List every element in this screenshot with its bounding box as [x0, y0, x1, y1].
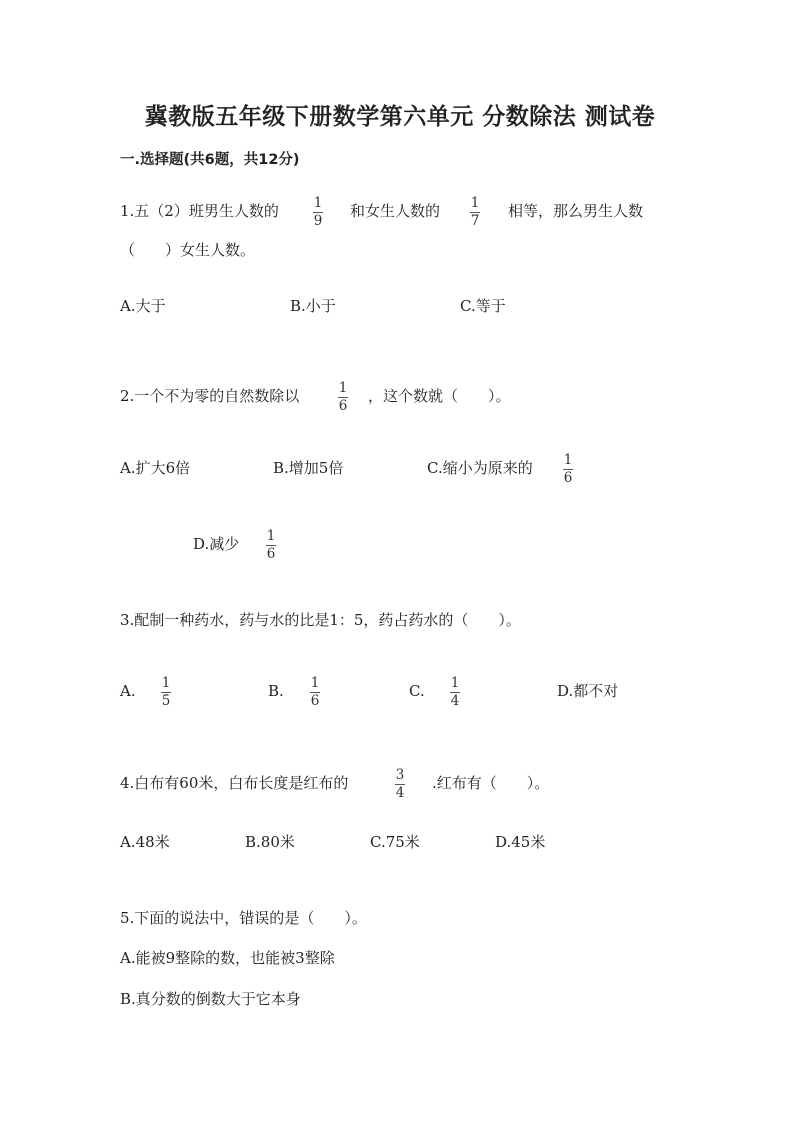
q2-fraction: [338, 381, 348, 414]
q3-option-c[interactable]: C.: [409, 682, 425, 700]
q4-option-d[interactable]: D.45米: [495, 833, 546, 851]
q4-option-c[interactable]: C.75米: [370, 833, 420, 851]
section-heading: 一.选择题(共6题，共12分): [120, 152, 300, 168]
q1-frac1-den: 9: [313, 213, 323, 229]
q4-option-b[interactable]: B.80米: [245, 833, 295, 851]
q3-optb-den: 6: [310, 693, 320, 709]
q2-option-d[interactable]: D.减少: [193, 535, 240, 553]
q2-optc-num: 1: [563, 452, 573, 468]
q4-fraction: [395, 768, 405, 801]
q1-text-a: 1.五（2）班男生人数的: [120, 202, 279, 220]
q2-optd-num: 1: [266, 528, 276, 544]
q2-frac-den: 6: [338, 398, 348, 414]
q2-frac-num: 1: [338, 380, 348, 396]
q2-option-b[interactable]: B.增加5倍: [273, 459, 344, 477]
q1-option-b[interactable]: B.小于: [290, 297, 336, 315]
q3-opta-den: 5: [161, 693, 171, 709]
q3-optb-num: 1: [310, 675, 320, 691]
q1-option-c[interactable]: C.等于: [460, 297, 506, 315]
q2-option-d-fraction: [266, 529, 276, 562]
q3-optc-num: 1: [450, 675, 460, 691]
q4-frac-den: 4: [395, 785, 405, 801]
q2-text-b: ，这个数就（ ）。: [368, 387, 511, 405]
q3-option-d[interactable]: D.都不对: [557, 682, 619, 700]
q5-text: 5.下面的说法中，错误的是（ ）。: [120, 909, 367, 927]
q1-frac2-den: 7: [470, 213, 480, 229]
q1-line-2: （ ）女生人数。: [120, 241, 256, 259]
q3-option-b[interactable]: B.: [268, 682, 284, 700]
q1-fraction-2: [470, 196, 480, 229]
q5-option-b[interactable]: B.真分数的倒数大于它本身: [120, 990, 301, 1008]
q3-text: 3.配制一种药水，药与水的比是1：5，药占药水的（ ）。: [120, 611, 521, 629]
q4-text-a: 4.白布有60米，白布长度是红布的: [120, 774, 349, 792]
q3-option-a[interactable]: A.: [120, 682, 136, 700]
q4-option-a[interactable]: A.48米: [120, 833, 170, 851]
q1-option-a[interactable]: A.大于: [120, 297, 166, 315]
q4-frac-num: 3: [395, 767, 405, 783]
q3-option-b-fraction: [310, 676, 320, 709]
q1-frac1-num: 1: [313, 195, 323, 211]
q1-frac2-num: 1: [470, 195, 480, 211]
q3-option-a-fraction: [161, 676, 171, 709]
q1-text-c: 相等，那么男生人数: [508, 202, 644, 220]
q2-optc-den: 6: [563, 470, 573, 486]
q1-fraction-1: [313, 196, 323, 229]
page-title: 冀教版五年级下册数学第六单元 分数除法 测试卷: [144, 104, 656, 130]
q3-optc-den: 4: [450, 693, 460, 709]
q2-text-a: 2.一个不为零的自然数除以: [120, 387, 300, 405]
q3-option-c-fraction: [450, 676, 460, 709]
q2-option-c[interactable]: C.缩小为原来的: [427, 459, 533, 477]
q5-option-a[interactable]: A.能被9整除的数，也能被3整除: [120, 949, 335, 967]
q2-optd-den: 6: [266, 546, 276, 562]
q1-text-b: 和女生人数的: [350, 202, 441, 220]
q4-text-b: .红布有（ ）。: [432, 774, 550, 792]
q2-option-c-fraction: [563, 453, 573, 486]
q3-opta-num: 1: [161, 675, 171, 691]
q2-option-a[interactable]: A.扩大6倍: [120, 459, 191, 477]
